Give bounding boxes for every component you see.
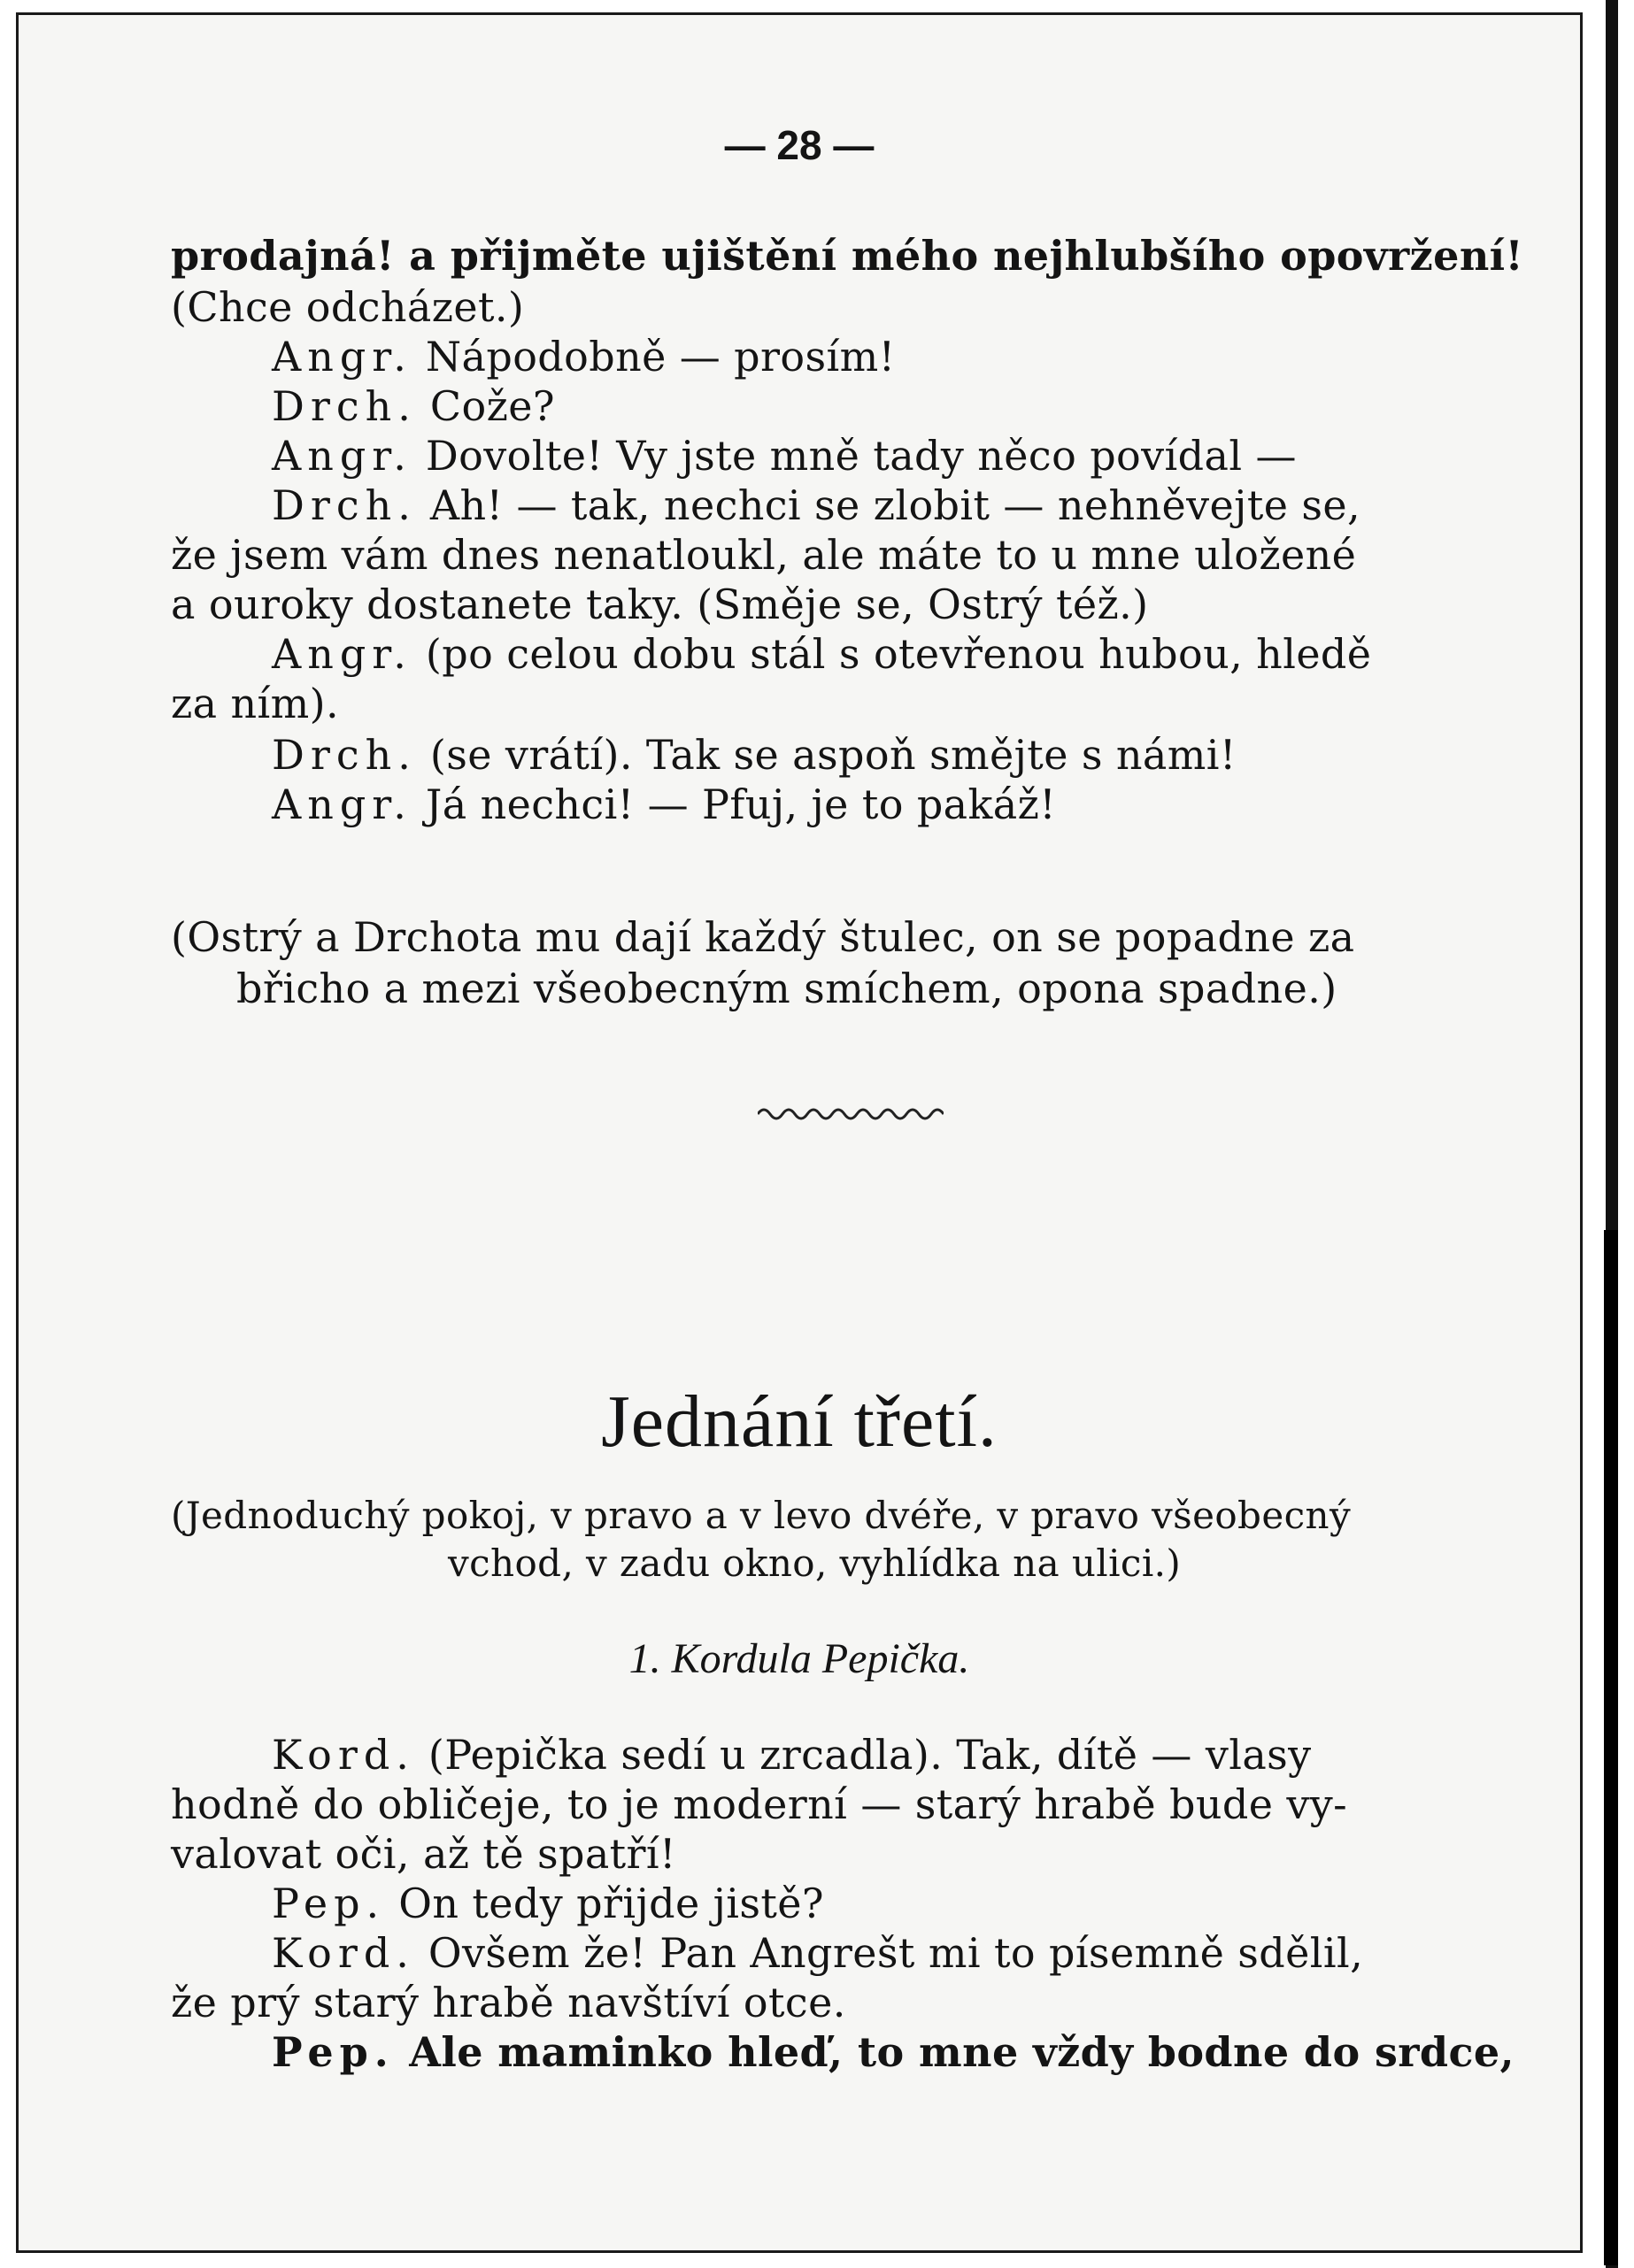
speaker-name: Kord. xyxy=(272,1731,415,1779)
text-line: valovat oči, až tě spatří! xyxy=(171,1830,676,1878)
dialog-line xyxy=(272,1730,1312,1780)
speech: Ale maminko hleď, to mne vždy bodne do srdce, xyxy=(394,2028,1515,2076)
dialog-line xyxy=(272,2027,1515,2077)
dialog-line xyxy=(272,332,896,381)
speech: Cože? xyxy=(416,382,555,430)
speech: Já nechci! — Pfuj, je to pakáž! xyxy=(412,780,1057,828)
speech: On tedy přijde jistě? xyxy=(385,1880,824,1927)
speech: Nápodobně — prosím! xyxy=(412,333,896,381)
speaker-name: Angr. xyxy=(272,333,412,381)
text-line: hodně do obličeje, to je moderní — starý hrabě bude vy- xyxy=(171,1780,1348,1828)
speaker-name: Pep. xyxy=(272,2028,395,2076)
stage-direction: (Chce odcházet.) xyxy=(171,283,525,331)
speech: (se vrátí). Tak se aspoň smějte s námi! xyxy=(416,731,1237,779)
dialog-line xyxy=(272,1928,1363,1978)
speaker-name: Kord. xyxy=(272,1929,415,1977)
speaker-name: Drch. xyxy=(272,731,417,779)
dialog-line xyxy=(272,381,555,431)
speaker-name: Angr. xyxy=(272,432,412,480)
act-heading: Jednání třetí. xyxy=(601,1380,998,1463)
text-line: že prý starý hrabě navštíví otce. xyxy=(171,1979,846,2026)
speech: Dovolte! Vy jste mně tady něco povídal — xyxy=(412,432,1297,480)
book-spine-shadow xyxy=(1604,1230,1618,2265)
speech: Ah! — tak, nechci se zlobit — nehněvejte se, xyxy=(416,481,1361,529)
text-line: prodajná! a přijměte ujištění mého nejhlubšího opovržení! xyxy=(171,232,1524,280)
speech: (po celou dobu stál s otevřenou hubou, hledě xyxy=(412,630,1372,678)
speaker-name: Angr. xyxy=(272,780,412,828)
speaker-name: Angr. xyxy=(272,630,412,678)
speech: (Pepička sedí u zrcadla). Tak, dítě — vlasy xyxy=(414,1731,1312,1779)
dialog-line xyxy=(272,431,1297,481)
text-line: za ním). xyxy=(171,680,340,727)
stage-direction: vchod, v zadu okno, vyhlídka na ulici.) xyxy=(448,1541,1182,1585)
stage-direction: (Jednoduchý pokoj, v pravo a v levo dvéře, v pravo všeobecný xyxy=(171,1494,1352,1537)
stage-direction: (Ostrý a Drchota mu dají každý štulec, on se popadne za xyxy=(171,913,1355,961)
dialog-line xyxy=(272,481,1360,530)
stage-direction: břicho a mezi všeobecným smíchem, opona spadne.) xyxy=(236,965,1337,1012)
speaker-name: Drch. xyxy=(272,382,417,430)
dialog-line xyxy=(272,780,1056,829)
dialog-line xyxy=(272,629,1371,679)
speaker-name: Pep. xyxy=(272,1880,386,1927)
wavy-divider xyxy=(758,1103,944,1123)
page-number: — 28 — xyxy=(724,122,875,168)
scene-heading: 1. Kordula Pepička. xyxy=(628,1635,970,1682)
book-page xyxy=(16,12,1583,2253)
speaker-name: Drch. xyxy=(272,481,417,529)
dialog-line xyxy=(272,730,1237,780)
text-line: a ouroky dostanete taky. (Směje se, Ostrý též.) xyxy=(171,580,1149,628)
dialog-line xyxy=(272,1879,824,1928)
text-line: že jsem vám dnes nenatloukl, ale máte to u mne uložené xyxy=(171,531,1357,579)
speech: Ovšem že! Pan Angrešt mi to písemně sdělil, xyxy=(414,1929,1364,1977)
